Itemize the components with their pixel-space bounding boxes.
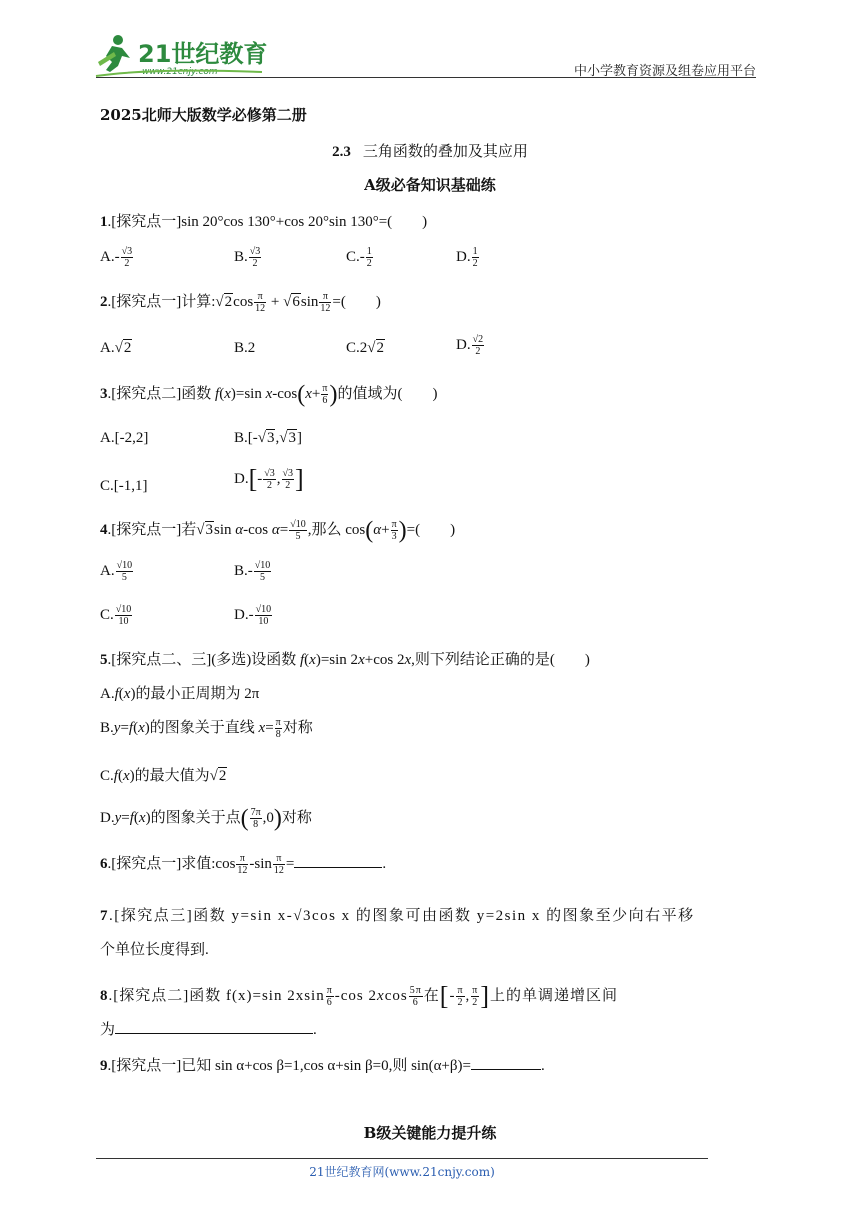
- q6-answer-blank[interactable]: [294, 853, 382, 868]
- q1-option-d: D. $\frac{1}{2}$: [456, 246, 478, 269]
- question-7: 7.[探究点三]函数 y=sin x-√3cos x 的图象可由函数 y=2sin x 的图象至少向右平移: [100, 908, 695, 924]
- q1-option-c: C.- $\frac{1}{2}$: [346, 246, 372, 269]
- question-5: 5.[探究点二、三](多选)设函数 f(x)=sin 2x+cos 2x,则下列结论正确的是( ): [100, 652, 590, 668]
- q3-option-d: D.[- $\frac{√3}{2}$ , $\frac{√3}{2}$ ]: [234, 464, 304, 494]
- q5-option-b: B.y=f(x)的图象关于直线 x= $\frac{\pi}{8}$ 对称: [100, 717, 313, 741]
- q5-option-a: A.f(x)的最小正周期为 2π: [100, 686, 260, 702]
- q2-option-d: D. $\frac{√2}{2}$: [456, 334, 484, 357]
- footer-link[interactable]: 21世纪教育网(www.21cnjy.com): [309, 1165, 495, 1179]
- q4-option-c: C. $\frac{√10}{10}$: [100, 604, 132, 627]
- platform-label: 中小学教育资源及组卷应用平台: [573, 64, 756, 79]
- q2-option-b: B.2: [234, 340, 256, 356]
- q4-option-a: A. $\frac{√10}{5}$: [100, 560, 133, 583]
- section-title: [0, 140, 860, 161]
- logo-21cnjy: [92, 32, 267, 78]
- q8-answer-blank[interactable]: [115, 1019, 313, 1034]
- level-b-title: B级关键能力提升练: [363, 1124, 497, 1142]
- question-3: 3.[探究点二]函数 f(x)=sin x-cos(x+ $\frac{\pi}{6}$ )的值域为( ): [100, 381, 438, 408]
- svg-text:www.21cnjy.com: www.21cnjy.com: [142, 67, 218, 77]
- doc-title: 2025北师大版数学必修第二册: [100, 106, 307, 124]
- q1-option-a: A.- $\frac{√3}{2}$: [100, 246, 133, 269]
- question-8-line-2: 为 .: [100, 1018, 317, 1039]
- q3-option-c: C.[-1,1]: [100, 478, 148, 494]
- q5-option-d: D.y=f(x)的图象关于点( $\frac{7\pi}{8}$ ,0)对称: [100, 805, 312, 832]
- question-9: 9.[探究点一]已知 sin α+cos β=1,cos α+sin β=0,则 sin(α+β)= .: [100, 1054, 545, 1075]
- q2-option-a: A.√2: [100, 340, 132, 356]
- level-a-title: A级必备知识基础练: [364, 176, 496, 194]
- question-2: 2.[探究点一]计算:√2cos $\frac{\pi}{12}$ + √6sin $\frac{\pi}{12}$ =( ): [100, 291, 381, 315]
- question-1: 1.[探究点一]sin 20°cos 130°+cos 20°sin 130°=( ): [100, 214, 428, 230]
- svg-text:21世纪教育: 21世纪教育: [138, 40, 267, 68]
- q3-option-b: B.[-√3,√3]: [234, 430, 302, 446]
- q2-option-c: C.2√2: [346, 340, 384, 356]
- footer-divider: [96, 1158, 708, 1159]
- q1-option-b: B. $\frac{√3}{2}$: [234, 246, 261, 269]
- q4-option-b: B.- $\frac{√10}{5}$: [234, 560, 271, 583]
- header-divider: [96, 77, 756, 78]
- question-4: 4.[探究点一]若√3sin α-cos α= $\frac{√10}{5}$ ,那么 cos(α+ $\frac{\pi}{3}$ )=( ): [100, 517, 456, 544]
- q5-option-c: C.f(x)的最大值为√2: [100, 768, 227, 784]
- q3-option-a: A.[-2,2]: [100, 430, 149, 446]
- q4-option-d: D.- $\frac{√10}{10}$: [234, 604, 272, 627]
- question-8: 8.[探究点二]函数 f(x)=sin 2xsin $\frac{\pi}{6}$ -cos 2xcos $\frac{5\pi}{6}$ 在[- $\frac{\pi}{2}$ , $\frac{\pi}{2}$ ]上的单调递增区间: [100, 981, 619, 1011]
- section-name: 三角函数的叠加及其应用: [362, 142, 528, 160]
- question-6: 6.[探究点一]求值:cos $\frac{\pi}{12}$ -sin $\frac{\pi}{12}$ = .: [100, 853, 387, 877]
- q9-answer-blank[interactable]: [471, 1055, 541, 1070]
- section-number: 2.3: [332, 144, 351, 160]
- question-7-line-2: 个单位长度得到.: [100, 942, 209, 958]
